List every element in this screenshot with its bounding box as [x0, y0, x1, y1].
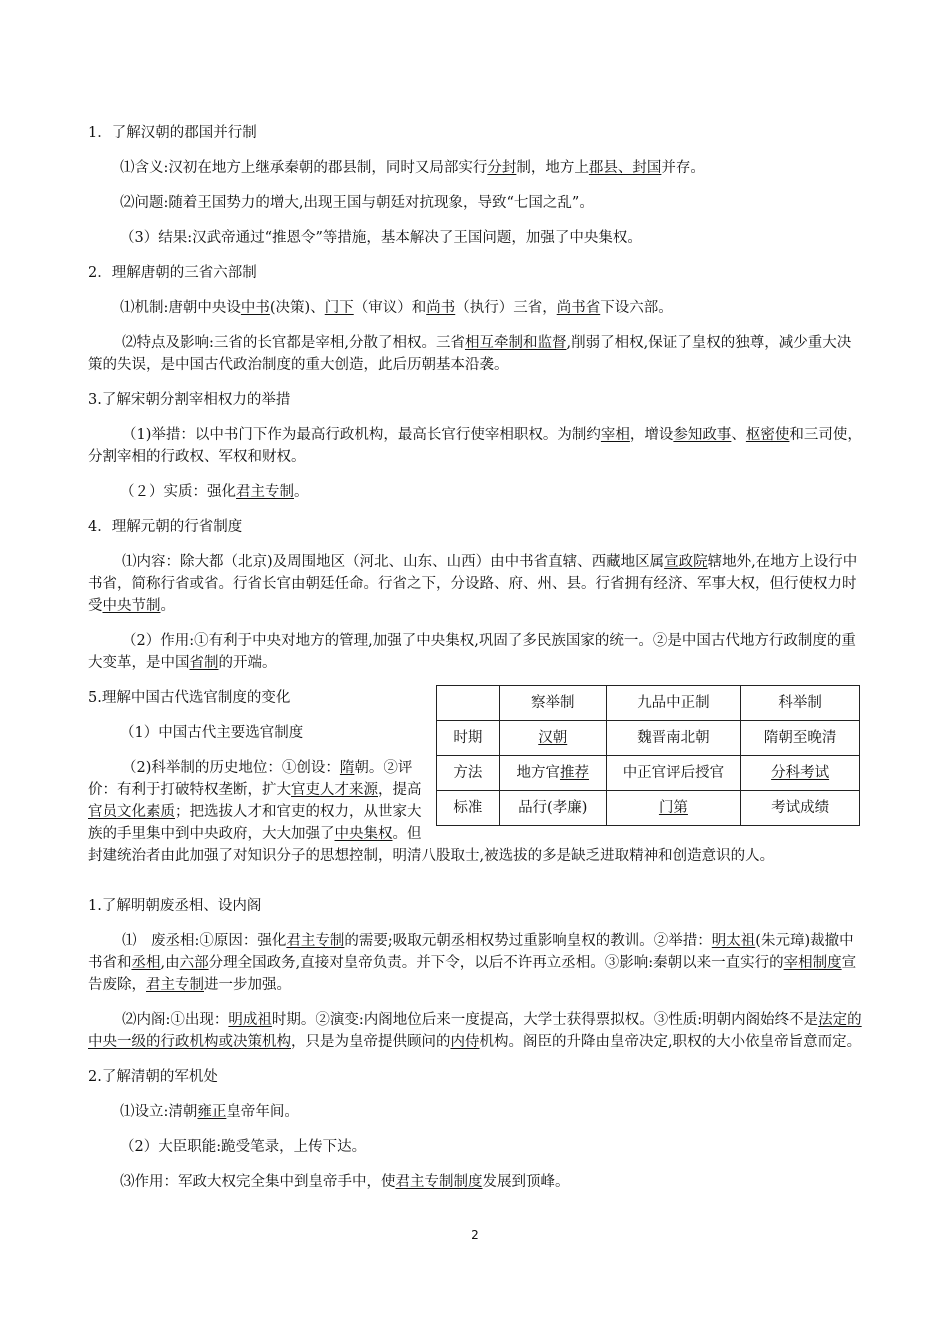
- heading-song-measures: 3.了解宋朝分割宰相权力的举措: [88, 392, 291, 408]
- item-qing-effect: ⑶作用：军政大权完全集中到皇帝手中，使君主专制制度发展到顶峰。: [120, 1174, 570, 1190]
- table-cell: 地方官推荐: [499, 756, 606, 791]
- item-han-meaning: ⑴含义:汉初在地方上继承秦朝的郡县制，同时又局部实行分封制，地方上郡县、封国并存。: [120, 160, 705, 176]
- table-cell: 考试成绩: [741, 791, 860, 826]
- table-cell: 分科考试: [741, 756, 860, 791]
- table-cell: 魏晋南北朝: [606, 721, 741, 756]
- item-yuan-content: ⑴内容：除大都（北京)及周围地区（河北、山东、山西）由中书省直辖、西藏地区属宣政院辖地外,在地方上设行中书省，简称行省或省。行省长官由朝廷任命。行省之下，分设路、府、州、县。行省拥有经济、军事大权，但行使权力时受中央节制。: [88, 554, 858, 614]
- table-row-label: 标准: [437, 791, 500, 826]
- section-official-selection: [88, 687, 864, 867]
- heading-qing-council: 2.了解清朝的军机处: [88, 1069, 218, 1085]
- page-number: 2: [471, 1228, 479, 1242]
- table-header-row: [437, 686, 860, 721]
- heading-official-selection: 5.理解中国古代选官制度的变化: [88, 690, 291, 706]
- table-cell: 隋朝至晚清: [741, 721, 860, 756]
- table-row-label: 时期: [437, 721, 500, 756]
- item-han-result: （3）结果:汉武帝通过“推恩令”等措施，基本解决了王国问题，加强了中央集权。: [120, 230, 642, 246]
- table-cell: 门第: [606, 791, 741, 826]
- table-header-cell: 九品中正制: [606, 686, 741, 721]
- table-cell: 中正官评后授官: [606, 756, 741, 791]
- item-qing-establish: ⑴设立:清朝雍正皇帝年间。: [120, 1104, 299, 1120]
- selection-system-table: [436, 685, 860, 826]
- item-tang-impact: ⑵特点及影响:三省的长官都是宰相,分散了相权。三省相互牵制和监督,削弱了相权,保证了皇权的独尊，减少重大决策的失误，是中国古代政治制度的重大创造，此后历朝基本沿袭。: [88, 335, 852, 373]
- item-song-essence: （２）实质：强化君主专制。: [120, 484, 309, 500]
- table-header-cell: 科举制: [741, 686, 860, 721]
- item-keju-status: （2)科举制的历史地位：①创设：隋朝。②评价：有利于打破特权垄断，扩大官吏人才来源，提高官员文化素质；把选拔人才和官吏的权力，从世家大族的手里集中到中央政府，大大加强了中央集权。但封建统治者由此加强了对知识分子的思想控制，明清八股取士,被选拔的多是缺乏进取精神和创造意识的人。: [88, 760, 775, 864]
- item-tang-mechanism: ⑴机制:唐朝中央设中书(决策)、门下（审议）和尚书（执行）三省，尚书省下设六部。: [120, 300, 673, 316]
- heading-han-commandery: 1．了解汉朝的郡国并行制: [88, 125, 257, 141]
- table-cell: 汉朝: [499, 721, 606, 756]
- item-ming-abolish: ⑴ 废丞相:①原因：强化君主专制的需要;吸取元朝丞相权势过重影响皇权的教训。②举措：明太祖(朱元璋)裁撤中书省和丞相,由六部分理全国政务,直接对皇帝负责。并下令，以后不许再立丞相。③影响:秦朝以来一直实行的宰相制度宣告废除，君主专制进一步加强。: [88, 933, 857, 993]
- table-cell: 品行(孝廉): [499, 791, 606, 826]
- item-qing-duty: （2）大臣职能:跪受笔录，上传下达。: [120, 1139, 367, 1155]
- item-selection-systems: （1）中国古代主要选官制度: [120, 725, 304, 741]
- item-ming-cabinet: ⑵内阁:①出现：明成祖时期。②演变:内阁地位后来一度提高，大学士获得票拟权。③性质:明朝内阁始终不是法定的中央一级的行政机构或决策机构，只是为皇帝提供顾问的内侍机构。阁臣的升降由皇帝决定,职权的大小依皇帝旨意而定。: [88, 1012, 862, 1050]
- item-han-problem: ⑵问题:随着王国势力的增大,出现王国与朝廷对抗现象，导致“七国之乱”。: [120, 195, 594, 211]
- item-song-measures: （1)举措：以中书门下作为最高行政机构，最高长官行使宰相职权。为制约宰相，增设参知政事、枢密使和三司使，分割宰相的行政权、军权和财权。: [88, 427, 862, 465]
- heading-ming-cabinet: 1.了解明朝废丞相、设内阁: [88, 898, 262, 914]
- table-row: [437, 721, 860, 756]
- heading-tang-system: 2．理解唐朝的三省六部制: [88, 265, 257, 281]
- table-row: [437, 756, 860, 791]
- table-row: [437, 791, 860, 826]
- table-row-label: 方法: [437, 756, 500, 791]
- item-yuan-effect: （2）作用:①有利于中央对地方的管理,加强了中央集权,巩固了多民族国家的统一。②是中国古代地方行政制度的重大变革，是中国省制的开端。: [88, 633, 856, 671]
- document-body: [88, 122, 864, 1193]
- table-header-cell: 察举制: [499, 686, 606, 721]
- heading-yuan-province: 4．理解元朝的行省制度: [88, 519, 243, 535]
- table-header-cell: [437, 686, 500, 721]
